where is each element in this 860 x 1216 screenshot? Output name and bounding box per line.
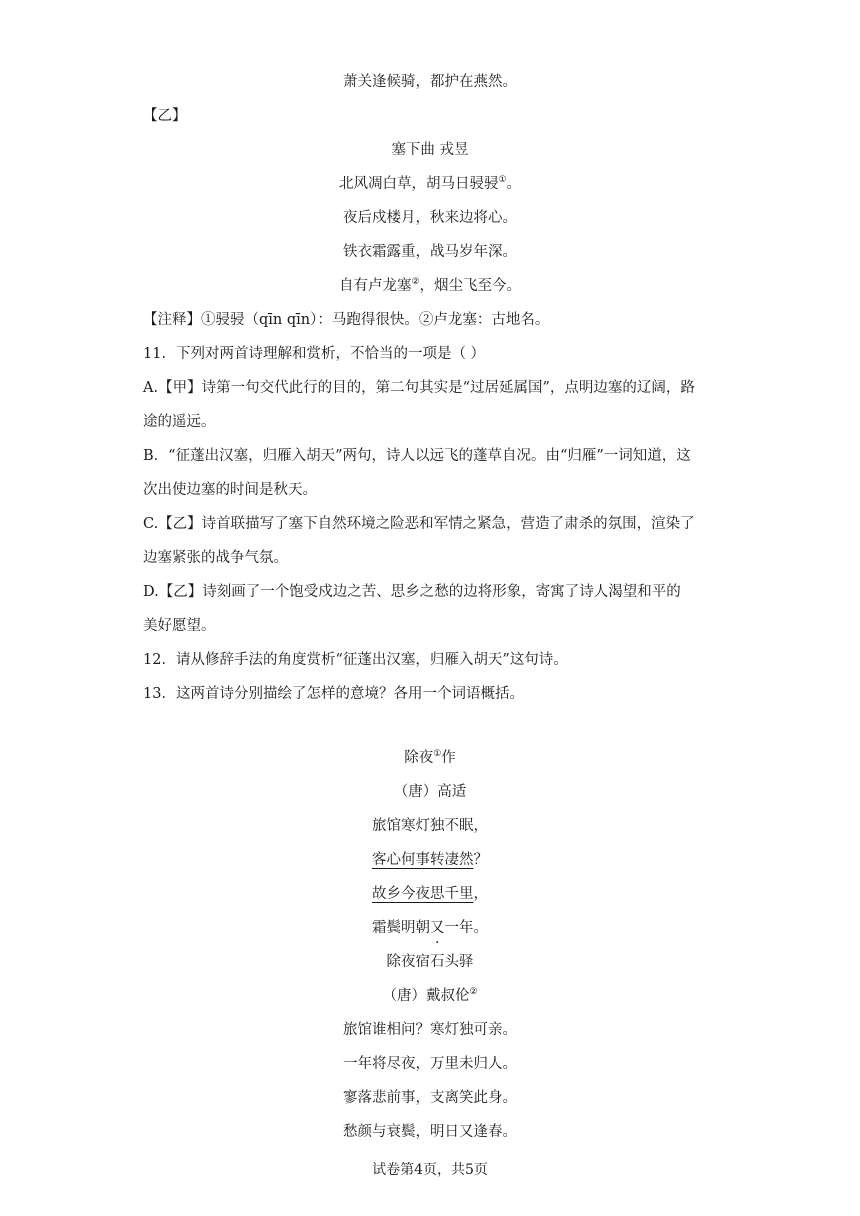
option-a-cont: 途的遥远。 (143, 414, 216, 430)
poem4-line: 愁颜与衰鬓，明日又逢春。 (343, 1124, 517, 1140)
poem3-line: 客心何事转凄然？ (372, 852, 488, 868)
underlined-phrase: 客心何事转凄然 (372, 852, 474, 868)
poem3-line: 霜鬓明朝又一年。 (372, 920, 488, 936)
section-label-yi: 【乙】 (143, 108, 187, 124)
option-b-cont: 次出使边塞的时间是秋天。 (143, 482, 317, 498)
option-a: A.【甲】诗第一句交代此行的目的，第二句其实是“过居延属国”，点明边塞的辽阔，路 (143, 380, 695, 396)
page-footer: 试卷第4页，共5页 (372, 1162, 488, 1178)
poem2-line: 铁衣霜露重，战马岁年深。 (343, 244, 517, 260)
poem2-line: 自有卢龙塞②，烟尘飞至今。 (338, 277, 522, 294)
option-b: B．“征蓬出汉塞，归雁入胡天”两句，诗人以远飞的蓬草自况。由“归雁”一词知道，这 (143, 448, 691, 464)
question-13: 13．这两首诗分别描绘了怎样的意境？各用一个词语概括。 (143, 686, 524, 702)
poem4-line: 一年将尽夜，万里未归人。 (343, 1056, 517, 1072)
poem2-title: 塞下曲 戎昱 (391, 142, 469, 158)
underlined-phrase: 故乡今夜思千里 (372, 886, 474, 902)
poem3-line: 故乡今夜思千里， (372, 886, 488, 902)
poem4-line: 寥落悲前事，支离笑此身。 (343, 1090, 517, 1106)
poem1-last-line: 萧关逢候骑，都护在燕然。 (343, 74, 517, 90)
poem2-line: 北风凋白草，胡马日骎骎①。 (338, 175, 522, 192)
poem4-title: 除夜宿石头驿 (386, 954, 474, 970)
poem3-title: 除夜①作 (404, 749, 456, 766)
annotation-note: 【注释】①骎骎（qīn qīn）：马跑得很快。②卢龙塞：古地名。 (143, 312, 550, 328)
poem4-line: 旅馆谁相问？寒灯独可亲。 (343, 1022, 517, 1038)
question-11: 11．下列对两首诗理解和赏析，不恰当的一项是（ ） (143, 346, 486, 362)
option-d: D.【乙】诗刻画了一个饱受戍边之苦、思乡之愁的边将形象，寄寓了诗人渴望和平的 (143, 584, 681, 600)
emphasis-dot-char: 又 (430, 920, 445, 936)
poem3-line: 旅馆寒灯独不眠， (372, 818, 488, 834)
option-c: C.【乙】诗首联描写了塞下自然环境之险恶和军情之紧急，营造了肃杀的氛围，渲染了 (143, 516, 695, 532)
poem4-author: （唐）戴叔伦② (382, 987, 478, 1004)
question-12: 12．请从修辞手法的角度赏析“征蓬出汉塞，归雁入胡天”这句诗。 (143, 652, 568, 668)
poem3-author: （唐）高适 (393, 784, 467, 800)
option-d-cont: 美好愿望。 (143, 618, 216, 634)
poem2-line: 夜后戍楼月，秋来边将心。 (343, 210, 517, 226)
option-c-cont: 边塞紧张的战争气氛。 (143, 550, 288, 566)
